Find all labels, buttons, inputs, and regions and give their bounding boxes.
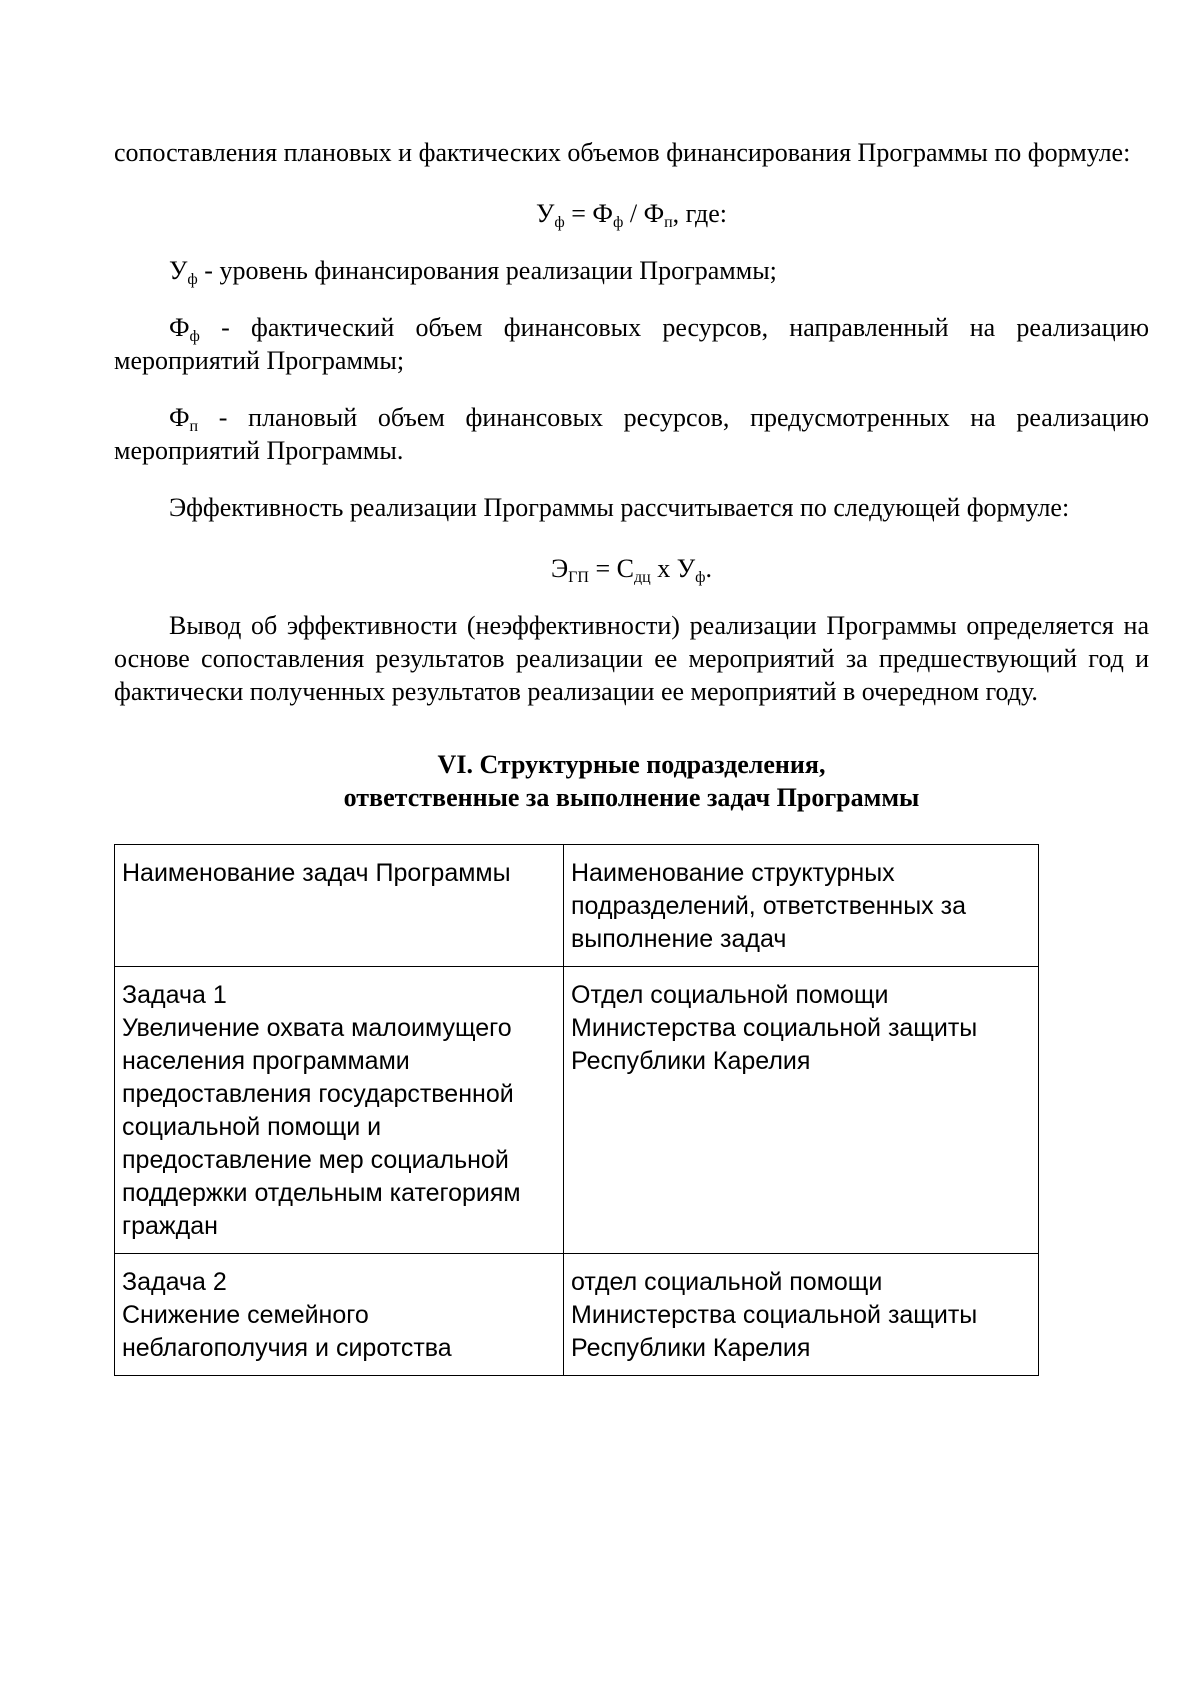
table-header-departments: Наименование структурных подразделений, ответственных за выполнение задач	[564, 845, 1039, 967]
formula-funding-level: $У_ф = Ф_ф / Ф_п$, где:	[535, 199, 728, 231]
section-heading	[114, 748, 1149, 814]
table-row	[115, 1254, 1039, 1376]
responsibility-table	[114, 844, 1039, 1376]
task-title: Задача 1	[122, 981, 227, 1009]
task-description: Снижение семейного неблагополучия и сиротства	[122, 1301, 452, 1362]
table-header-tasks: Наименование задач Программы	[115, 845, 564, 967]
task-cell	[115, 967, 564, 1254]
document-page	[114, 136, 1149, 1376]
table-row	[115, 967, 1039, 1254]
task-description: Увеличение охвата малоимущего населения программами предоставления государственной социальной помощи и предоставление мер социальной поддержки отдельным категориям граждан	[122, 1014, 521, 1240]
task-title: Задача 2	[122, 1268, 227, 1296]
task-cell	[115, 1254, 564, 1376]
section-heading-line2: ответственные за выполнение задач Программы	[343, 783, 920, 812]
department-cell: отдел социальной помощи Министерства социальной защиты Республики Карелия	[564, 1254, 1039, 1376]
paragraph-efficiency: Эффективность реализации Программы рассчитывается по следующей формуле:	[169, 493, 1070, 522]
section-heading-line1: VI. Структурные подразделения,	[437, 750, 826, 779]
department-cell: Отдел социальной помощи Министерства социальной защиты Республики Карелия	[564, 967, 1039, 1254]
paragraph-conclusion: Вывод об эффективности (неэффективности) реализации Программы определяется на основе сопоставления результатов реализации ее мероприятий за предшествующий год и фактически полученных результатов реализации ее мероприятий в очередном году.	[114, 611, 1149, 706]
definition-actual-volume: $Ф_ф$ - фактический объем финансовых ресурсов, направленный на реализацию мероприятий Программы;	[114, 313, 1149, 375]
definition-funding-level: $У_ф$ - уровень финансирования реализации Программы;	[169, 256, 777, 288]
definition-planned-volume: $Ф_п$ - плановый объем финансовых ресурсов, предусмотренных на реализацию мероприятий Программы.	[114, 403, 1149, 465]
paragraph-comparison: сопоставления плановых и фактических объемов финансирования Программы по формуле:	[114, 138, 1131, 167]
table-header-row	[115, 845, 1039, 967]
formula-efficiency: $Э_{ГП} = С_{дц}$ х $У_ф$.	[551, 554, 712, 586]
